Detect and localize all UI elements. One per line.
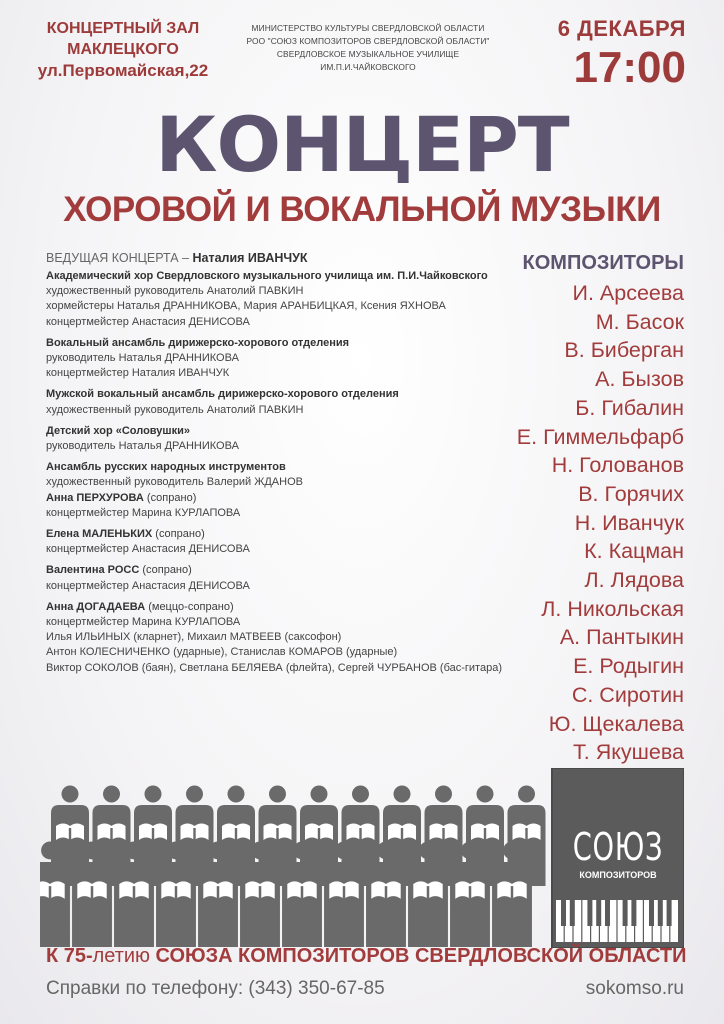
program-line: Антон КОЛЕСНИЧЕНКО (ударные), Станислав КОМАРОВ (ударные) bbox=[46, 646, 398, 659]
composer-name: Ю. Щекалева bbox=[548, 711, 684, 736]
website-link[interactable]: sokomso.ru bbox=[585, 978, 684, 999]
piano-black-key bbox=[605, 900, 610, 926]
program-group bbox=[46, 424, 516, 454]
program-group-heading bbox=[46, 424, 516, 439]
choir-illustration bbox=[40, 768, 684, 948]
composer-name: Е. Родыгин bbox=[573, 654, 684, 679]
composer-name: Т. Якушева bbox=[573, 740, 684, 765]
program-line: хормейстеры Наталья ДРАННИКОВА, Мария АРАНБИЦКАЯ, Ксения ЯХНОВА bbox=[46, 300, 446, 313]
program-line: концертмейстер Наталия ИВАНЧУК bbox=[46, 367, 230, 380]
program-line: Илья ИЛЬИНЫХ (кларнет), Михаил МАТВЕЕВ (саксофон) bbox=[46, 631, 342, 644]
composer-name: К. Кацман bbox=[584, 539, 684, 564]
program-group bbox=[46, 600, 516, 676]
composer-name: Н. Иванчук bbox=[574, 510, 684, 535]
program-heading-text: Мужской вокальный ансамбль дирижерско-хорового отделения bbox=[46, 388, 399, 401]
organizers-block bbox=[228, 22, 508, 74]
program-line: концертмейстер Анастасия ДЕНИСОВА bbox=[46, 543, 250, 556]
program-group-heading bbox=[46, 387, 516, 402]
organizer-1: МИНИСТЕРСТВО КУЛЬТУРЫ СВЕРДЛОВСКОЙ ОБЛАСТИ bbox=[251, 23, 485, 33]
piano-black-key bbox=[631, 900, 636, 926]
performer-role: (сопрано) bbox=[139, 564, 192, 577]
logo-small-text: КОМПОЗИТОРОВ bbox=[579, 870, 657, 880]
piano-black-key bbox=[587, 900, 592, 926]
composers-union-logo bbox=[552, 768, 684, 948]
performer-role: (меццо-сопрано) bbox=[145, 600, 234, 613]
date-time-block bbox=[558, 16, 686, 92]
program-group-heading bbox=[46, 527, 516, 542]
program-group-heading bbox=[46, 563, 516, 578]
program-group bbox=[46, 527, 516, 557]
program-group bbox=[46, 336, 516, 382]
phone-number[interactable]: (343) 350-67-85 bbox=[248, 978, 385, 999]
performer-role: (сопрано) bbox=[143, 491, 197, 504]
composer-name: Л. Лядова bbox=[584, 568, 684, 593]
composer-name: В. Биберган bbox=[564, 338, 684, 363]
piano-black-key bbox=[570, 900, 575, 926]
program-group bbox=[46, 563, 516, 593]
composer-name: В. Горячих bbox=[578, 481, 684, 506]
banner-rest: СОЮЗА КОМПОЗИТОРОВ СВЕРДЛОВСКОЙ ОБЛАСТИ bbox=[155, 944, 687, 967]
program-group bbox=[46, 460, 516, 490]
composer-name: М. Басок bbox=[595, 309, 684, 334]
program-line: руководитель Наталья ДРАННИКОВА bbox=[46, 352, 239, 365]
program-line: концертмейстер Марина КУРЛАПОВА bbox=[46, 616, 241, 629]
composers-heading: КОМПОЗИТОРЫ bbox=[522, 252, 684, 274]
organizer-3: СВЕРДЛОВСКОЕ МУЗЫКАЛЬНОЕ УЧИЛИЩЕ ИМ.П.И.ЧАЙКОВСКОГО bbox=[276, 49, 460, 72]
program-heading-text: Валентина РОСС bbox=[46, 564, 140, 577]
composers-list bbox=[494, 252, 684, 767]
host-label: ВЕДУЩАЯ КОНЦЕРТА – bbox=[46, 251, 193, 265]
composer-name: Е. Гиммельфарб bbox=[516, 424, 684, 449]
organizer-2: РОО "СОЮЗ КОМПОЗИТОРОВ СВЕРДЛОВСКОЙ ОБЛАСТИ" bbox=[246, 36, 490, 46]
program-group-heading bbox=[46, 600, 516, 615]
program-group bbox=[46, 491, 516, 521]
singer-figures bbox=[40, 786, 546, 948]
program-line: Виктор СОКОЛОВ (баян), Светлана БЕЛЯЕВА (флейта), Сергей ЧУРБАНОВ (бас-гитара) bbox=[46, 661, 502, 674]
program-group-heading bbox=[46, 269, 516, 284]
composer-name: Л. Никольская bbox=[541, 596, 684, 621]
venue-address: ул.Первомайская,22 bbox=[37, 61, 209, 80]
composer-name: А. Пантыкин bbox=[559, 625, 684, 650]
program-heading-text: Академический хор Свердловского музыкального училища им. П.И.Чайковского bbox=[46, 270, 488, 282]
event-time: 17:00 bbox=[573, 43, 686, 92]
program-group bbox=[46, 269, 516, 330]
venue-line-2: МАКЛЕЦКОГО bbox=[67, 41, 179, 58]
program-line: художественный руководитель Анатолий ПАВКИН bbox=[46, 403, 304, 416]
piano-black-key bbox=[667, 900, 672, 926]
host-line bbox=[46, 250, 516, 267]
program-heading-text: Анна ПЕРХУРОВА bbox=[46, 491, 144, 504]
phone-label: Справки по телефону: bbox=[46, 978, 249, 999]
composer-name: Н. Голованов bbox=[551, 453, 684, 478]
program-group-heading bbox=[46, 491, 516, 506]
venue-block bbox=[28, 18, 218, 81]
host-name: Наталия ИВАНЧУК bbox=[192, 251, 308, 265]
piano-black-key bbox=[658, 900, 663, 926]
program-line: художественный руководитель Валерий ЖДАНОВ bbox=[46, 476, 303, 489]
program-group-heading bbox=[46, 460, 516, 475]
composer-name: И. Арсеева bbox=[572, 281, 684, 305]
event-date: 6 ДЕКАБРЯ bbox=[557, 16, 686, 41]
program-heading-text: Ансамбль русских народных инструментов bbox=[46, 461, 286, 474]
program-groups bbox=[46, 269, 516, 676]
program-heading-text: Елена МАЛЕНЬКИХ bbox=[46, 528, 153, 541]
program-list bbox=[46, 250, 516, 682]
program-heading-text: Детский хор «Соловушки» bbox=[46, 424, 190, 437]
program-line: концертмейстер Анастасия ДЕНИСОВА bbox=[46, 315, 250, 328]
composer-name: Б. Гибалин bbox=[575, 395, 684, 420]
banner-prefix: К 75- bbox=[46, 944, 93, 967]
poster-subtitle: ХОРОВОЙ И ВОКАЛЬНОЙ МУЗЫКИ bbox=[63, 190, 661, 229]
piano-black-key bbox=[561, 900, 566, 926]
poster-title: КОНЦЕРТ bbox=[155, 100, 569, 189]
piano-black-key bbox=[596, 900, 601, 926]
piano-black-key bbox=[623, 900, 628, 926]
program-line: концертмейстер Анастасия ДЕНИСОВА bbox=[46, 579, 250, 592]
anniversary-banner bbox=[46, 944, 687, 968]
composer-names bbox=[494, 279, 684, 767]
piano-black-key bbox=[649, 900, 654, 926]
composer-name: С. Сиротин bbox=[571, 682, 684, 707]
composer-name: А. Бызов bbox=[595, 367, 684, 392]
banner-thin: летию bbox=[92, 944, 156, 967]
program-line: руководитель Наталья ДРАННИКОВА bbox=[46, 440, 239, 453]
performer-role: (сопрано) bbox=[152, 528, 205, 541]
program-group bbox=[46, 387, 516, 417]
program-group-heading bbox=[46, 336, 516, 351]
program-line: художественный руководитель Анатолий ПАВКИН bbox=[46, 285, 304, 298]
program-line: концертмейстер Марина КУРЛАПОВА bbox=[46, 506, 241, 519]
program-heading-text: Анна ДОГАДАЕВА bbox=[46, 600, 146, 613]
logo-big-text: СОЮЗ bbox=[572, 824, 664, 870]
phone-line bbox=[46, 978, 385, 1000]
venue-line-1: КОНЦЕРТНЫЙ ЗАЛ bbox=[46, 20, 200, 37]
program-heading-text: Вокальный ансамбль дирижерско-хорового отделения bbox=[46, 336, 350, 349]
